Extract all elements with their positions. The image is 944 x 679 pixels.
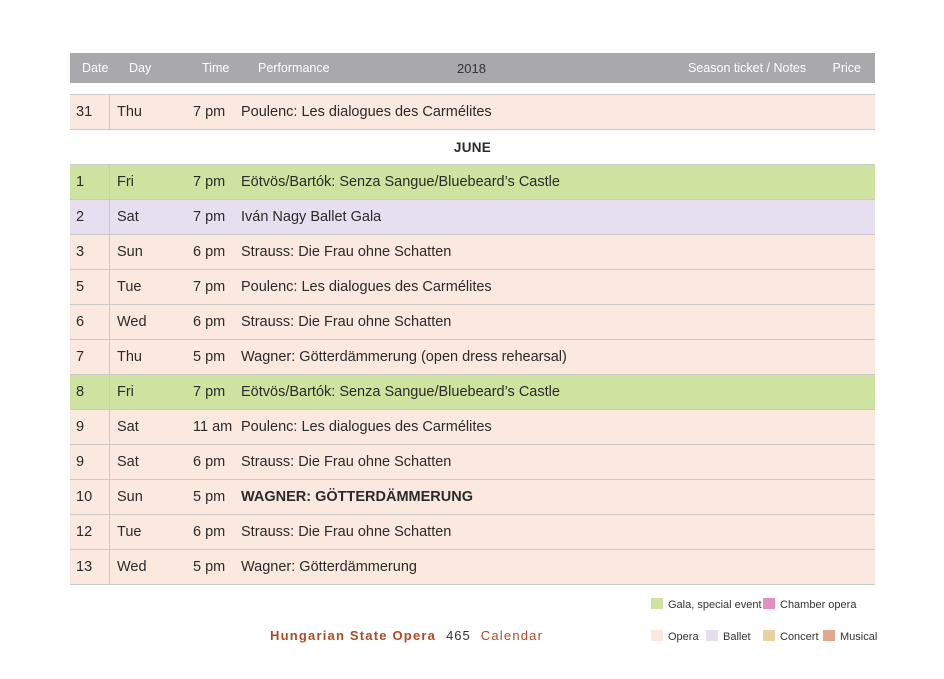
row-performance: Wagner: Götterdämmerung (open dress rehearsal): [241, 349, 567, 365]
row-date: 2: [76, 209, 85, 225]
table-row: [70, 550, 875, 585]
row-time: 7 pm: [193, 279, 226, 295]
table-row: [70, 165, 875, 200]
row-date: 3: [76, 244, 85, 260]
table-row: [70, 235, 875, 270]
footer-section: Calendar: [480, 628, 544, 643]
row-performance: Strauss: Die Frau ohne Schatten: [241, 244, 452, 260]
table-row: [70, 480, 875, 515]
row-date: 7: [76, 349, 85, 365]
row-date: 10: [76, 489, 93, 505]
row-date: 12: [76, 524, 93, 540]
row-time: 6 pm: [193, 244, 226, 260]
row-day: Sat: [117, 209, 139, 225]
row-performance: Wagner: Götterdämmerung: [241, 559, 417, 575]
row-day: Wed: [117, 559, 147, 575]
table-row: [70, 375, 875, 410]
row-performance: Poulenc: Les dialogues des Carmélites: [241, 104, 492, 120]
table-row: [70, 94, 875, 130]
row-date: 9: [76, 419, 85, 435]
table-row: [70, 410, 875, 445]
row-time: 7 pm: [193, 209, 226, 225]
header-date: Date: [82, 61, 109, 75]
legend-chamber: [763, 598, 856, 611]
row-time: 5 pm: [193, 489, 226, 505]
row-time: 7 pm: [193, 104, 226, 120]
legend-musical: [823, 630, 877, 643]
table-row: [70, 270, 875, 305]
row-performance: WAGNER: GÖTTERDÄMMERUNG: [241, 489, 473, 505]
legend-musical-label: Musical: [840, 631, 878, 643]
legend-ballet-label: Ballet: [723, 631, 751, 643]
month-label: JUNE: [453, 140, 492, 155]
row-day: Wed: [117, 314, 147, 330]
table-row: [70, 305, 875, 340]
page-footer: [270, 628, 543, 643]
legend-gala: [651, 598, 762, 611]
row-day: Fri: [117, 174, 134, 190]
row-date: 8: [76, 384, 85, 400]
row-performance: Poulenc: Les dialogues des Carmélites: [241, 279, 492, 295]
legend-concert-label: Concert: [780, 631, 819, 643]
row-time: 7 pm: [193, 384, 226, 400]
performance-list: [70, 165, 875, 585]
chamber-swatch: [763, 598, 775, 609]
row-performance: Eötvös/Bartók: Senza Sangue/Bluebeard’s Castle: [241, 174, 560, 190]
row-performance: Strauss: Die Frau ohne Schatten: [241, 454, 452, 470]
row-time: 11 am: [193, 419, 233, 435]
row-date: 13: [76, 559, 93, 575]
header-notes: Season ticket / Notes: [688, 61, 807, 75]
table-row: [70, 200, 875, 235]
legend-opera-label: Opera: [668, 631, 699, 643]
row-date: 31: [76, 104, 93, 120]
row-day: Thu: [117, 104, 142, 120]
row-time: 5 pm: [193, 349, 226, 365]
row-day: Tue: [117, 279, 142, 295]
table-header: [70, 53, 875, 83]
row-day: Sat: [117, 419, 139, 435]
legend-ballet: [706, 630, 751, 643]
row-day: Sun: [117, 489, 143, 505]
row-time: 7 pm: [193, 174, 226, 190]
row-day: Sat: [117, 454, 139, 470]
row-time: 5 pm: [193, 559, 226, 575]
header-day: Day: [129, 61, 152, 75]
row-time: 6 pm: [193, 454, 226, 470]
header-performance: Performance: [258, 61, 330, 75]
row-performance: Strauss: Die Frau ohne Schatten: [241, 524, 452, 540]
header-year: 2018: [457, 61, 486, 76]
table-row: [70, 445, 875, 480]
row-day: Fri: [117, 384, 134, 400]
legend-chamber-label: Chamber opera: [780, 599, 857, 611]
row-performance: Poulenc: Les dialogues des Carmélites: [241, 419, 492, 435]
legend-concert: [763, 630, 819, 643]
row-date: 9: [76, 454, 85, 470]
table-row: [70, 515, 875, 550]
ballet-swatch: [706, 630, 718, 641]
musical-swatch: [823, 630, 835, 641]
row-date: 6: [76, 314, 85, 330]
row-date: 5: [76, 279, 85, 295]
page-number: 465: [446, 628, 471, 643]
header-time: Time: [202, 61, 230, 75]
calendar-page: [70, 53, 875, 585]
row-day: Thu: [117, 349, 142, 365]
legend-gala-label: Gala, special event: [668, 599, 762, 611]
opera-swatch: [651, 630, 663, 641]
table-row: [70, 340, 875, 375]
row-performance: Strauss: Die Frau ohne Schatten: [241, 314, 452, 330]
header-price: Price: [832, 61, 861, 75]
row-time: 6 pm: [193, 524, 226, 540]
gala-swatch: [651, 598, 663, 609]
legend-opera: [651, 630, 699, 643]
row-day: Sun: [117, 244, 143, 260]
footer-organization: Hungarian State Opera: [270, 628, 437, 643]
month-heading: [70, 130, 875, 165]
row-date: 1: [76, 174, 85, 190]
row-performance: Iván Nagy Ballet Gala: [241, 209, 382, 225]
row-day: Tue: [117, 524, 142, 540]
concert-swatch: [763, 630, 775, 641]
row-performance: Eötvös/Bartók: Senza Sangue/Bluebeard’s Castle: [241, 384, 560, 400]
row-time: 6 pm: [193, 314, 226, 330]
